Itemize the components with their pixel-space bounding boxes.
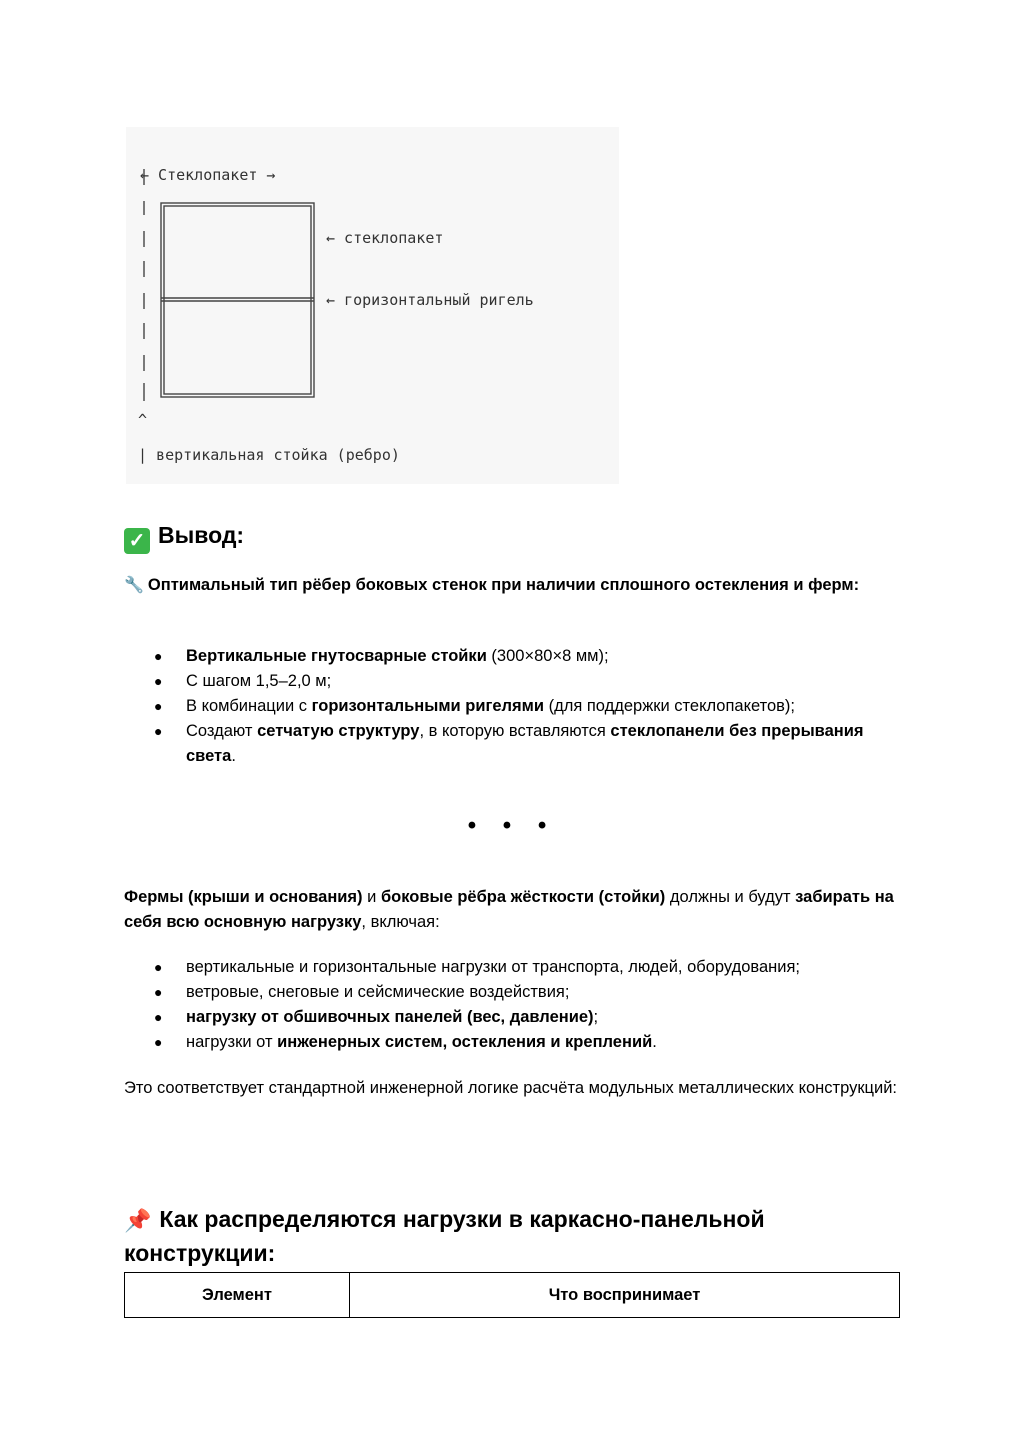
distribution-title: Как распределяются нагрузки в каркасно-панельной конструкции: [124, 1206, 765, 1266]
wrench-icon: 🔧 [124, 577, 144, 594]
loads-intro: Фермы (крыши и основания) и боковые рёбра жёсткости (стойки) должны и будут забирать на себя всю основную нагрузку, включая: [124, 888, 894, 931]
list-item: ● нагрузку от обшивочных панелей (вес, давление); [154, 1008, 599, 1026]
loads-note: Это соответствует стандартной инженерной логике расчёта модульных металлических конструкций: [124, 1079, 898, 1097]
list-item: ● В комбинации с горизонтальными ригелями (для поддержки стеклопакетов); [154, 697, 795, 715]
conclusion-subtitle: 🔧 Оптимальный тип рёбер боковых стенок при наличии сплошного остекления и ферм: [124, 576, 860, 594]
section-separator: • • • [467, 812, 557, 839]
ascii-diagram [126, 127, 619, 484]
list-item: ● Создают сетчатую структуру, в которую вставляются стеклопанели без прерывания света. [154, 722, 864, 765]
list-item: ● ветровые, снеговые и сейсмические воздействия; [154, 983, 570, 1001]
column-header-element: Элемент [125, 1273, 350, 1318]
diagram-bottom-label: | вертикальная стойка (ребро) [138, 446, 400, 464]
diagram-top-label: ← Стеклопакет → [140, 166, 276, 184]
check-mark-icon: ✓ [124, 528, 150, 554]
conclusion-list [124, 644, 904, 769]
list-item: ● С шагом 1,5–2,0 м; [154, 672, 332, 690]
list-item: ● вертикальные и горизонтальные нагрузки от транспорта, людей, оборудования; [154, 958, 800, 976]
distribution-heading [124, 1203, 844, 1269]
column-header-perceives: Что воспринимает [350, 1273, 900, 1318]
pushpin-icon: 📌 [124, 1208, 152, 1233]
list-item: ● нагрузки от инженерных систем, остекления и креплений. [154, 1033, 657, 1051]
conclusion-heading [124, 522, 244, 554]
conclusion-title: Вывод: [158, 522, 245, 548]
list-item: ● Вертикальные гнутосварные стойки (300×80×8 мм); [154, 647, 609, 665]
table-header-row [125, 1273, 900, 1318]
diagram-caret: ^ [138, 411, 148, 429]
diagram-glass-label: ← стеклопакет [326, 229, 444, 247]
loads-table [124, 1272, 900, 1318]
diagram-rigel-label: ← горизонтальный ригель [326, 291, 534, 309]
loads-list [124, 955, 904, 1055]
